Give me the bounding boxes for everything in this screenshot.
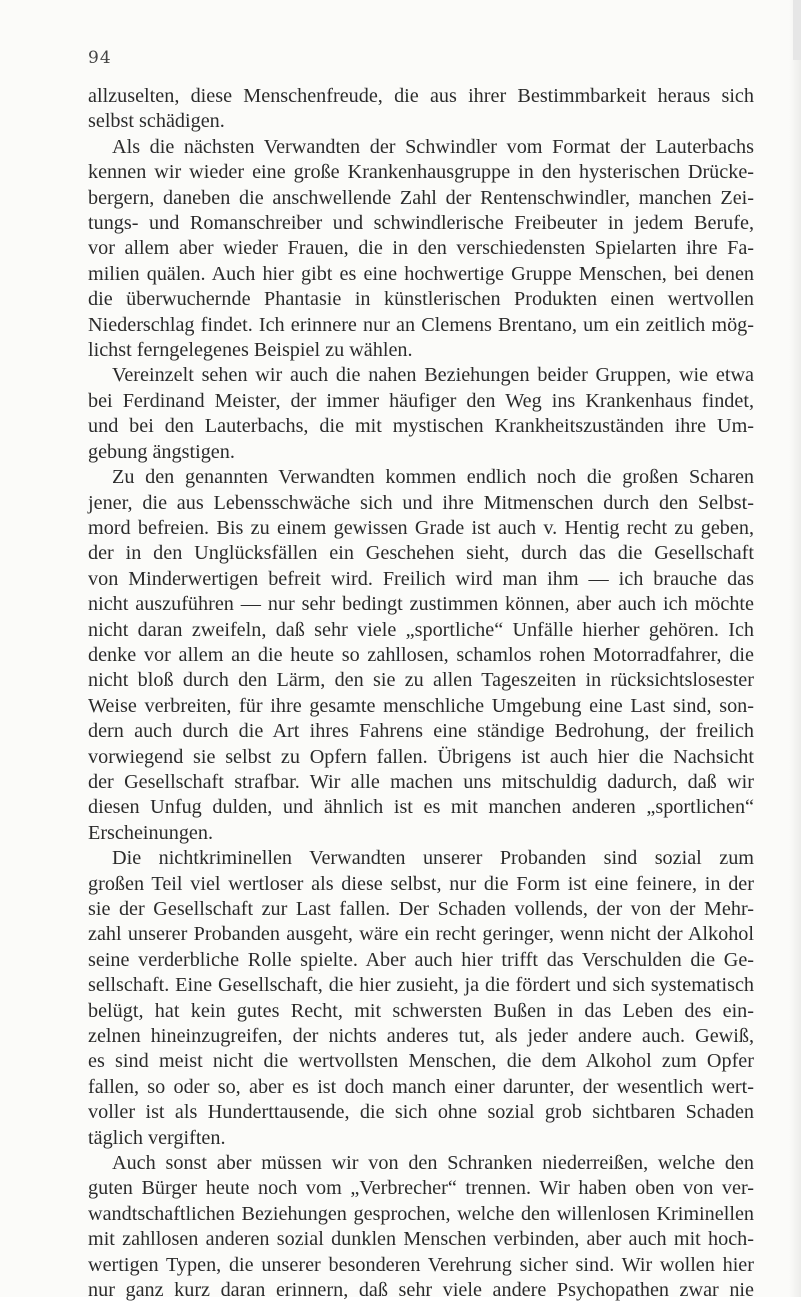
text-line: bergern, daneben die anschwellende Zahl der Rentenschwindler, manchen Zei- <box>88 186 754 209</box>
text-line: und bei den Lauterbachs, die mit mystischen Krankheitszuständen ihre Um- <box>88 415 754 438</box>
text-line: die überwuchernde Phantasie in künstlerischen Produkten einen wertvollen <box>88 288 754 311</box>
text-line: nicht daran zweifeln, daß sehr viele „sportliche“ Unfälle hierher gehören. Ich <box>88 618 754 641</box>
text-line: sellschaft. Eine Gesellschaft, die hier zusieht, ja die fördert und sich systematisch <box>88 974 754 997</box>
page-edge-tab <box>793 0 801 60</box>
text-line: allzuselten, diese Menschenfreude, die aus ihrer Bestimmbarkeit heraus sich <box>88 85 754 107</box>
text-line: der Gesellschaft strafbar. Wir alle machen uns mitschuldig dadurch, daß wir <box>88 770 754 793</box>
text-line: bei Ferdinand Meister, der immer häufiger den Weg ins Krankenhaus findet, <box>88 389 754 412</box>
text-line: nur ganz kurz daran erinnern, daß sehr viele andere Psychopathen zwar nie <box>88 1279 754 1302</box>
text-line: wandtschaftlichen Beziehungen gesprochen, welche den willenlosen Kriminellen <box>88 1202 754 1225</box>
text-line: dern auch durch die Art ihres Fahrens eine ständige Bedrohung, der freilich <box>88 720 754 743</box>
text-line: Zu den genannten Verwandten kommen endlich noch die großen Scharen <box>112 466 754 489</box>
text-line: zahl unserer Probanden ausgeht, wäre ein recht geringer, wenn nicht der Alkohol <box>88 923 754 946</box>
page-edge-shadow <box>789 0 801 1297</box>
text-line: sie der Gesellschaft zur Last fallen. Der Schaden vollends, der von der Mehr- <box>88 898 754 920</box>
text-line: vor allem aber wieder Frauen, die in den verschiedensten Spielarten ihre Fa- <box>88 237 754 260</box>
text-line: denke vor allem an die heute so zahllosen, schamlos rohen Motorradfahrer, die <box>88 643 754 666</box>
text-line: Vereinzelt sehen wir auch die nahen Beziehungen beider Gruppen, wie etwa <box>112 364 754 387</box>
body-text <box>88 84 754 1304</box>
text-line: wertigen Typen, die unserer besonderen Verehrung sicher sind. Wir wollen hier <box>88 1253 754 1276</box>
text-line: gebung ängstigen. <box>88 440 235 463</box>
text-line: tungs- und Romanschreiber und schwindlerische Freibeuter in jedem Berufe, <box>88 212 754 235</box>
text-line: Niederschlag findet. Ich erinnere nur an Clemens Brentano, um ein zeitlich mög- <box>88 313 754 336</box>
text-line: Die nichtkriminellen Verwandten unserer Probanden sind sozial zum <box>112 847 754 870</box>
text-line: zelnen hineinzugreifen, der nichts anderes tut, als jeder andere auch. Gewiß, <box>88 1025 754 1048</box>
text-line: nicht auszuführen — nur sehr bedingt zustimmen können, aber auch ich möchte <box>88 593 754 616</box>
text-line: kennen wir wieder eine große Krankenhausgruppe in den hysterischen Drücke- <box>88 161 754 184</box>
text-line: großen Teil viel wertloser als diese selbst, nur die Form ist eine feinere, in der <box>88 872 754 895</box>
text-line: fallen, so oder so, aber es ist doch manch einer darunter, der wesentlich wert- <box>88 1075 754 1098</box>
text-line: von Minderwertigen befreit wird. Freilich wird man ihm — ich brauche das <box>88 567 754 590</box>
text-line: jener, die aus Lebensschwäche sich und ihre Mitmenschen durch den Selbst- <box>88 491 754 514</box>
text-line: Erscheinungen. <box>88 821 214 844</box>
text-line: vorwiegend sie selbst zu Opfern fallen. Übrigens ist auch hier die Nachsicht <box>88 745 754 768</box>
text-line: voller ist als Hunderttausende, die sich ohne sozial grob sichtbaren Schaden <box>88 1101 754 1124</box>
text-line: selbst schädigen. <box>88 110 225 133</box>
text-line: guten Bürger heute noch vom „Verbrecher“ trennen. Wir haben oben von ver- <box>88 1177 754 1200</box>
text-line: lichst ferngelegenes Beispiel zu wählen. <box>88 339 413 362</box>
text-line: der in den Unglücksfällen ein Geschehen sieht, durch das die Gesellschaft <box>88 542 754 565</box>
text-line: mord befreien. Bis zu einem gewissen Grade ist auch v. Hentig recht zu geben, <box>88 516 754 539</box>
text-line: belügt, hat kein gutes Recht, mit schwersten Bußen in das Leben des ein- <box>88 999 754 1022</box>
text-line: täglich vergiften. <box>88 1126 226 1149</box>
text-line: Als die nächsten Verwandten der Schwindler vom Format der Lauterbachs <box>112 135 754 158</box>
text-line: nicht bloß durch den Lärm, den sie zu allen Tageszeiten in rücksichtslosester <box>88 669 754 692</box>
text-line: diesen Unfug dulden, und ähnlich ist es mit manchen anderen „sportlichen“ <box>88 796 754 819</box>
text-line: seine verderbliche Rolle spielte. Aber auch hier trifft das Verschulden die Ge- <box>88 948 754 971</box>
text-line: mit zahllosen anderen sozial dunklen Menschen verbinden, aber auch mit hoch- <box>88 1228 754 1251</box>
text-line: milien quälen. Auch hier gibt es eine hochwertige Gruppe Menschen, bei denen <box>88 262 754 285</box>
text-line: Weise verbreiten, für ihre gesamte menschliche Umgebung eine Last sind, son- <box>88 694 754 717</box>
text-line: Auch sonst aber müssen wir von den Schranken niederreißen, welche den <box>112 1152 754 1175</box>
text-line: es sind meist nicht die wertvollsten Menschen, die dem Alkohol zum Opfer <box>88 1050 754 1073</box>
page-number: 94 <box>88 48 112 68</box>
